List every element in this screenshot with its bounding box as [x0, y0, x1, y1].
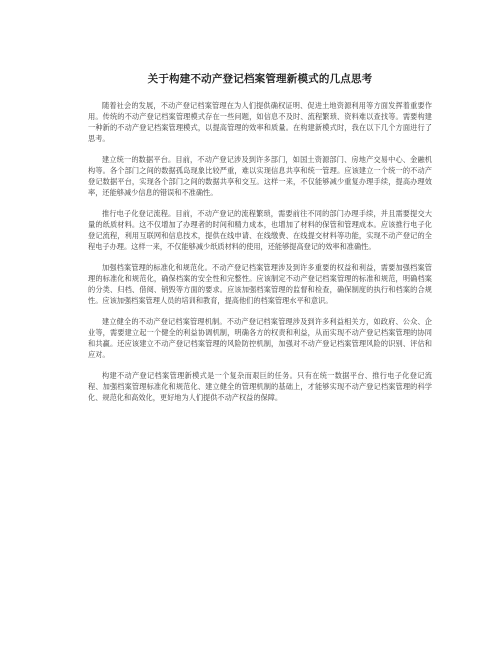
paragraph-management-mechanism: 建立健全的不动产登记档案管理机制。不动产登记档案管理涉及到许多利益相关方，如政府、公众、企业等，需要建立起一个健全的利益协调机制，明确各方的权责和利益，从而实现不动产登记档案管理的协同和共赢。还应该建立不动产登记档案管理的风险防控机制，加强对不动产登记档案管理风险的识别、评估和应对。: [88, 317, 432, 359]
paragraph-data-platform: 建立统一的数据平台。目前，不动产登记涉及到许多部门，如国土资源部门、房地产交易中心、金融机构等。各个部门之间的数据孤岛现象比较严重，难以实现信息共享和统一管理。应该建立一个统一的不动产登记数据平台，实现各个部门之间的数据共享和交互。这样一来，不仅能够减少重复办理手续，提高办理效率，还能够减少信息的错误和不准确性。: [88, 155, 432, 197]
paragraph-standardization: 加强档案管理的标准化和规范化。不动产登记档案管理涉及到许多重要的权益和利益，需要加强档案管理的标准化和规范化，确保档案的安全性和完整性。应该制定不动产登记档案管理的标准和规范，明确档案的分类、归档、借阅、销毁等方面的要求。应该加强档案管理的监督和检查，确保制度的执行和档案的合规性。应该加强档案管理人员的培训和教育，提高他们的档案管理水平和意识。: [88, 263, 432, 305]
document-page: [88, 72, 432, 413]
paragraph-intro: 随着社会的发展，不动产登记档案管理在为人们提供确权证明、促进土地资源利用等方面发挥着重要作用。传统的不动产登记档案管理模式存在一些问题，如信息不及时、流程繁琐、资料难以查找等。需要构建一种新的不动产登记档案管理模式，以提高管理的效率和质量。在构建新模式时，我在以下几个方面进行了思考。: [88, 101, 432, 143]
paragraph-conclusion: 构建不动产登记档案管理新模式是一个复杂而艰巨的任务。只有在统一数据平台、推行电子化登记流程、加强档案管理标准化和规范化、建立健全的管理机制的基础上，才能够实现不动产登记档案管理的科学化、规范化和高效化，更好地为人们提供不动产权益的保障。: [88, 371, 432, 402]
document-title: 关于构建不动产登记档案管理新模式的几点思考: [147, 73, 373, 85]
paragraph-electronic-registration: 推行电子化登记流程。目前，不动产登记的流程繁琐，需要前往不同的部门办理手续，并且需要提交大量的纸质材料。这不仅增加了办理者的时间和精力成本，也增加了材料的保管和管理成本。应该推行电子化登记流程，利用互联网和信息技术，提供在线申请、在线缴费、在线提交材料等功能，实现不动产登记的全程电子办理。这样一来，不仅能够减少纸质材料的使用，还能够提高登记的效率和准确性。: [88, 209, 432, 251]
